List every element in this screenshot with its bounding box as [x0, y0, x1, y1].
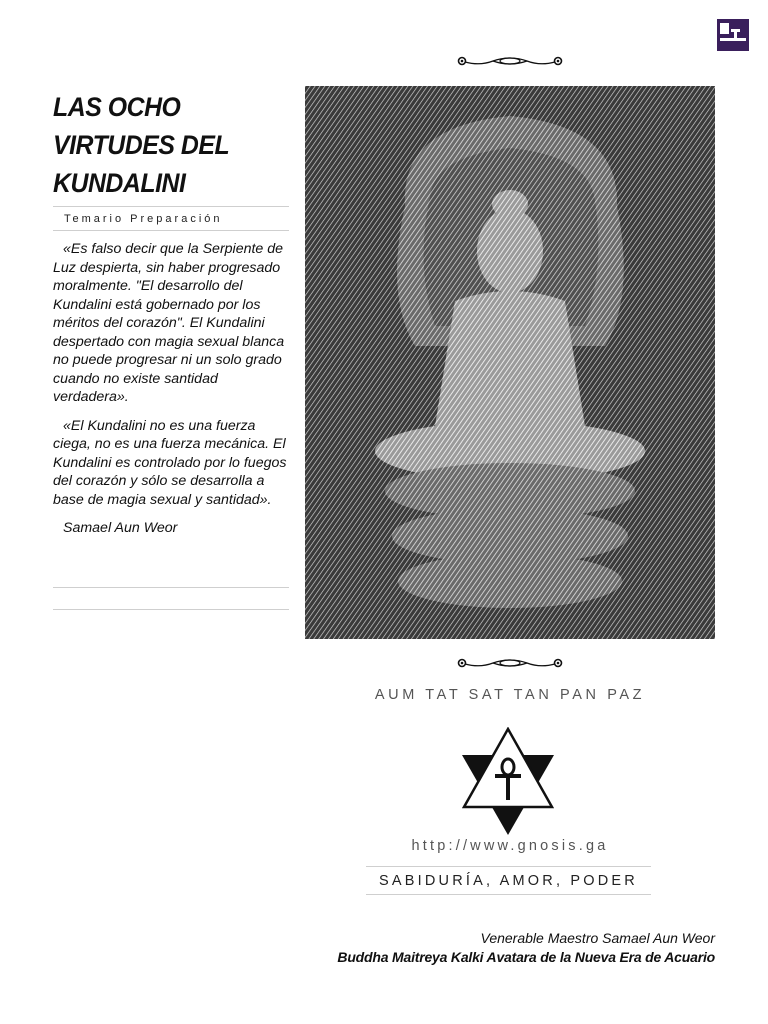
website-link[interactable]: http://www.gnosis.ga — [411, 838, 609, 854]
motto-text: SABIDURÍA, AMOR, PODER — [379, 872, 638, 889]
subtitle: Temario Preparación — [64, 213, 223, 225]
buddha-naga-statue-image — [305, 86, 715, 639]
quote-author: Samael Aun Weor — [63, 520, 178, 536]
scroll-ornament-icon — [455, 54, 565, 68]
credit-line-1: Venerable Maestro Samael Aun Weor — [480, 930, 715, 946]
quote-paragraph-2: «El Kundalini no es una fuerza ciega, no es una fuerza mecánica. El Kundalini es controlado por lo fuegos del corazón y sólo se desarrolla a base de magia sexual y santidad». — [53, 417, 287, 508]
star-ankh-emblem-icon — [462, 727, 554, 837]
credit-line-2: Buddha Maitreya Kalki Avatara de la Nueva Era de Acuario — [337, 949, 715, 965]
mantra-text: AUM TAT SAT TAN PAN PAZ — [374, 687, 646, 703]
divider — [53, 587, 289, 588]
motto-bar — [366, 866, 651, 895]
quote-paragraph-1: «Es falso decir que la Serpiente de Luz despierta, sin haber progresado moralmente. "El desarrollo del Kundalini está gobernado por los méritos del corazón". El Kundalini despertado con magia sexual blanca no puede progresar ni un solo grado cuando no existe santidad verdadera». — [53, 241, 285, 405]
scroll-ornament-icon — [455, 656, 565, 670]
page-title: LAS OCHO VIRTUDES DEL KUNDALINI — [53, 92, 230, 198]
divider — [53, 609, 289, 610]
article-column — [53, 88, 289, 536]
publisher-logo-icon[interactable] — [717, 19, 749, 51]
subtitle-bar — [53, 206, 289, 231]
